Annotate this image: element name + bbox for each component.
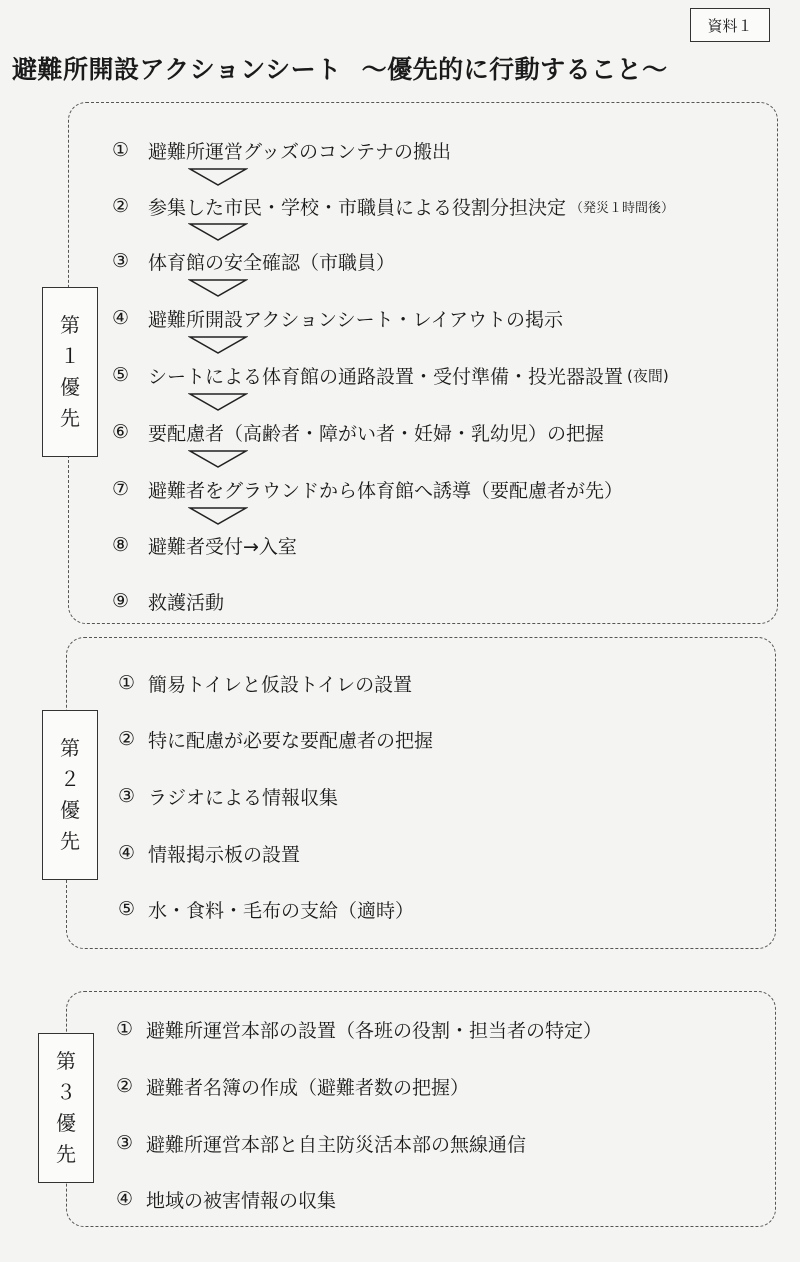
tag-char: 優 [56, 1111, 76, 1135]
item-text: 避難所運営本部と自主防災活本部の無線通信 [146, 1133, 527, 1156]
tag-char: 先 [60, 406, 80, 430]
item-text: 避難者受付→入室 [148, 535, 297, 558]
priority-1-item [112, 360, 669, 390]
priority-2-item [118, 668, 412, 698]
item-text: 参集した市民・学校・市職員による役割分担決定 [148, 196, 567, 219]
item-number: ⑧ [112, 534, 130, 556]
item-text: ラジオによる情報収集 [148, 786, 339, 809]
down-arrow-icon [188, 392, 248, 412]
item-note: (夜間) [627, 366, 669, 385]
down-arrow-icon [188, 335, 248, 355]
item-number: ① [116, 1018, 134, 1040]
tag-char: 第 [56, 1049, 76, 1073]
tag-char: ２ [60, 767, 80, 791]
tag-char: 第 [60, 736, 80, 760]
item-text: 情報掲示板の設置 [148, 843, 301, 866]
tag-char: １ [60, 344, 80, 368]
item-number: ④ [116, 1188, 134, 1210]
priority-2-item [118, 724, 433, 754]
item-number: ⑤ [112, 364, 130, 386]
item-text: 救護活動 [148, 591, 225, 614]
priority-2-item [118, 781, 338, 811]
tag-char: 優 [60, 798, 80, 822]
item-text: 避難者をグラウンドから体育館へ誘導（要配慮者が先） [148, 479, 624, 502]
down-arrow-icon [188, 506, 248, 526]
priority-1-item [112, 135, 451, 165]
priority-1-item [112, 474, 623, 504]
item-number: ⑤ [118, 898, 136, 920]
item-number: ⑥ [112, 421, 130, 443]
item-number: ④ [112, 307, 130, 329]
tag-char: 優 [60, 375, 80, 399]
item-number: ⑦ [112, 478, 130, 500]
item-number: ⑨ [112, 590, 130, 612]
down-arrow-icon [188, 449, 248, 469]
item-number: ④ [118, 842, 136, 864]
item-text: 避難所運営グッズのコンテナの搬出 [148, 140, 452, 163]
item-text: 避難所開設アクションシート・レイアウトの掲示 [148, 308, 564, 331]
tag-char: 第 [60, 313, 80, 337]
down-arrow-icon [188, 278, 248, 298]
item-text: 避難所運営本部の設置（各班の役割・担当者の特定） [146, 1019, 603, 1042]
document-label: 資料１ [690, 8, 770, 42]
item-text: 水・食料・毛布の支給（適時） [148, 899, 415, 922]
tag-char: ３ [56, 1080, 76, 1104]
item-text: 簡易トイレと仮設トイレの設置 [148, 673, 413, 696]
page-title [12, 48, 792, 88]
priority-1-item [112, 303, 563, 333]
item-number: ③ [118, 785, 136, 807]
priority-3-item [116, 1071, 469, 1101]
tag-char: 先 [56, 1142, 76, 1166]
priority-3-item [116, 1184, 336, 1214]
priority-1-item [112, 586, 224, 616]
priority-2-tag [42, 710, 98, 880]
item-number: ② [112, 195, 130, 217]
item-number: ③ [112, 250, 130, 272]
title-subtitle: ～優先的に行動すること～ [361, 55, 668, 84]
priority-3-tag [38, 1033, 94, 1183]
title-main: 避難所開設アクションシート [12, 55, 342, 84]
down-arrow-icon [188, 222, 248, 242]
item-number: ① [112, 139, 130, 161]
priority-1-item [112, 246, 395, 276]
item-number: ② [118, 728, 136, 750]
item-text: 特に配慮が必要な要配慮者の把握 [148, 729, 434, 752]
item-text: 体育館の安全確認（市職員） [148, 251, 396, 274]
priority-3-item [116, 1128, 526, 1158]
priority-2-item [118, 838, 300, 868]
item-note: （発災１時間後） [570, 200, 675, 216]
priority-2-item [118, 894, 414, 924]
priority-3-item [116, 1014, 602, 1044]
priority-1-item [112, 417, 604, 447]
priority-1-item [112, 530, 297, 560]
priority-1-tag [42, 287, 98, 457]
item-text: 地域の被害情報の収集 [146, 1189, 337, 1212]
tag-char: 先 [60, 829, 80, 853]
item-number: ① [118, 672, 136, 694]
item-text: 要配慮者（高齢者・障がい者・妊婦・乳幼児）の把握 [148, 422, 605, 445]
item-number: ③ [116, 1132, 134, 1154]
item-number: ② [116, 1075, 134, 1097]
down-arrow-icon [188, 167, 248, 187]
priority-1-item [112, 191, 674, 221]
item-text: シートによる体育館の通路設置・受付準備・投光器設置 [148, 365, 624, 388]
item-text: 避難者名簿の作成（避難者数の把握） [146, 1076, 470, 1099]
